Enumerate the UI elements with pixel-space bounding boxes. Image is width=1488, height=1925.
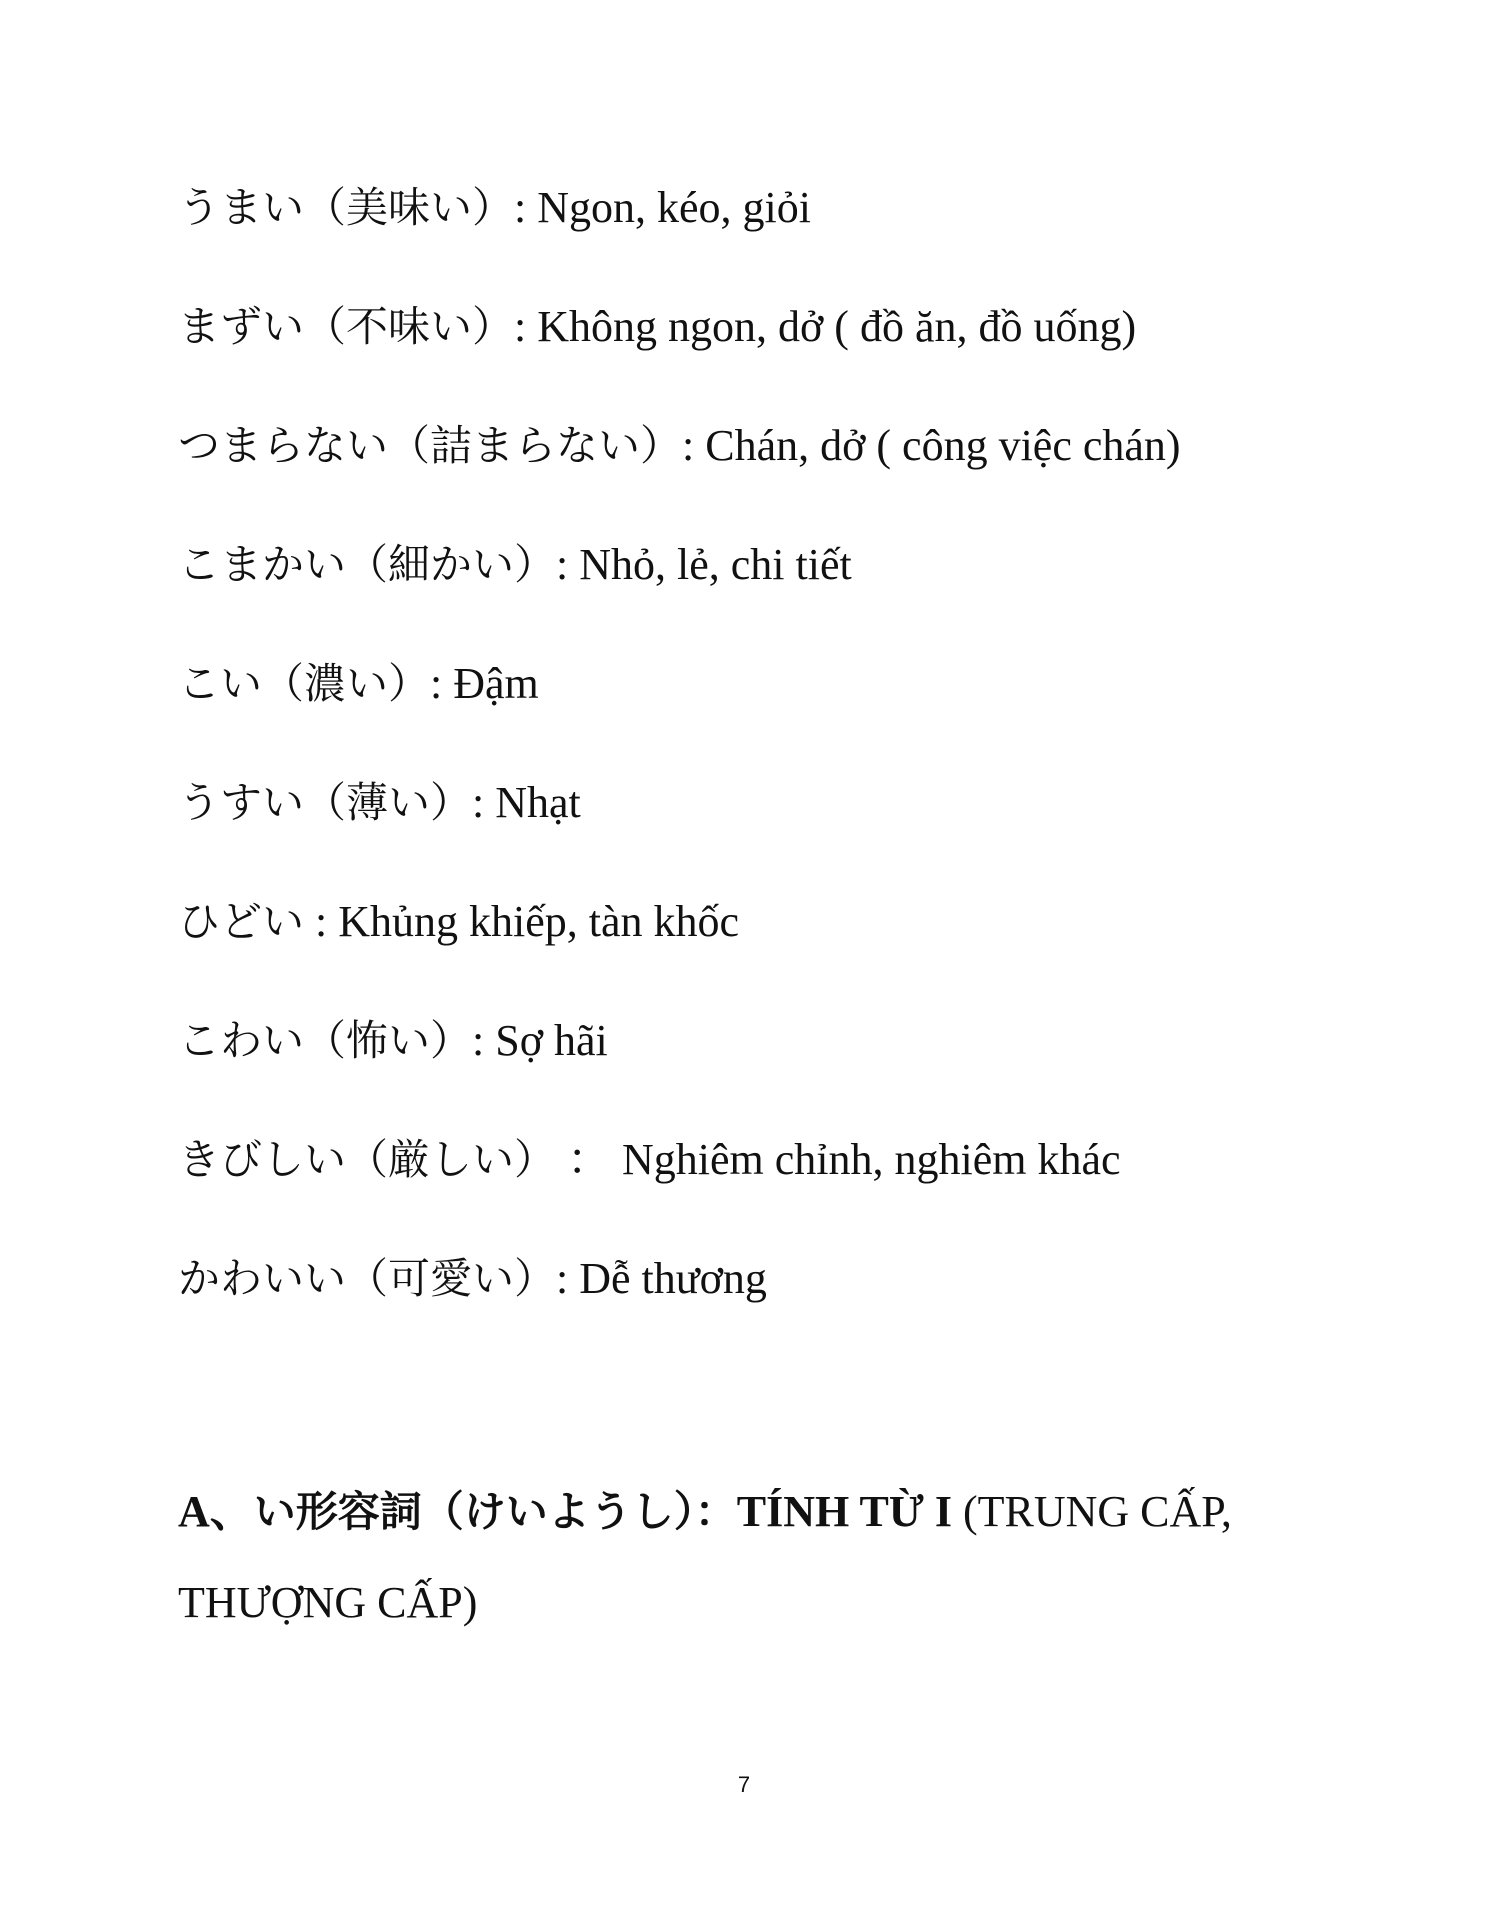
vocab-term: つまらない（詰まらない）	[178, 421, 683, 470]
vocab-term: ひどい	[178, 897, 305, 946]
vocab-meaning: Đậm	[453, 659, 539, 708]
vocab-meaning: Nhạt	[495, 778, 581, 827]
vocab-meaning: Khủng khiếp, tàn khốc	[338, 897, 740, 946]
vocab-meaning: Ngon, kéo, giỏi	[537, 183, 812, 232]
vocab-meaning: Chán, dở ( công việc chán)	[705, 421, 1181, 470]
vocab-meaning: Sợ hãi	[495, 1016, 608, 1065]
vocab-separator: :	[430, 659, 454, 708]
vocab-term: こわい（怖い）	[178, 1016, 473, 1065]
vocab-separator: :	[556, 1254, 580, 1303]
section-heading	[178, 1466, 1308, 1648]
vocab-meaning: Không ngon, dở ( đồ ăn, đồ uống)	[537, 302, 1137, 351]
vocab-term: こまかい（細かい）	[178, 540, 557, 589]
vocab-item-mazui	[178, 287, 1378, 406]
vocab-term: まずい（不味い）	[178, 302, 515, 351]
section-jp-term: い形容詞（けいようし）：	[253, 1487, 737, 1536]
vocab-term: うすい（薄い）	[178, 778, 473, 827]
vocab-item-usui	[178, 763, 1378, 882]
vocab-separator: :	[514, 302, 538, 351]
vocab-separator: ：	[556, 1135, 623, 1184]
vocab-separator: :	[514, 183, 538, 232]
vocab-term: かわいい（可愛い）	[178, 1254, 557, 1303]
vocab-meaning: Nghiêm chỉnh, nghiêm khác	[622, 1135, 1121, 1184]
vocab-item-komakai	[178, 525, 1378, 644]
vocab-separator: :	[472, 1016, 496, 1065]
vocab-term: うまい（美味い）	[178, 183, 515, 232]
vocab-separator: :	[682, 421, 706, 470]
vocab-term: こい（濃い）	[178, 659, 431, 708]
section-title-rest: (TRUNG CẤP, THƯỢNG CẤP)	[178, 1487, 1232, 1627]
vocab-item-kawaii	[178, 1239, 1378, 1358]
vocab-item-tsumaranai	[178, 406, 1378, 525]
vocab-list	[178, 168, 1378, 1358]
vocab-item-umai	[178, 168, 1378, 287]
vocab-item-kibishii	[178, 1120, 1378, 1239]
vocab-term: きびしい（厳しい）	[178, 1135, 557, 1184]
vocab-meaning: Nhỏ, lẻ, chi tiết	[579, 540, 852, 589]
section-prefix: A、	[178, 1487, 254, 1536]
vocab-meaning: Dễ thương	[579, 1254, 767, 1303]
page-number: 7	[737, 1772, 751, 1797]
vocab-separator: :	[556, 540, 580, 589]
vocab-separator: :	[304, 897, 339, 946]
vocab-separator: :	[472, 778, 496, 827]
vocab-item-koi	[178, 644, 1378, 763]
vocab-item-hidoi	[178, 882, 1378, 1001]
vocab-item-kowai	[178, 1001, 1378, 1120]
section-title-bold: TÍNH TỪ I	[736, 1487, 952, 1536]
